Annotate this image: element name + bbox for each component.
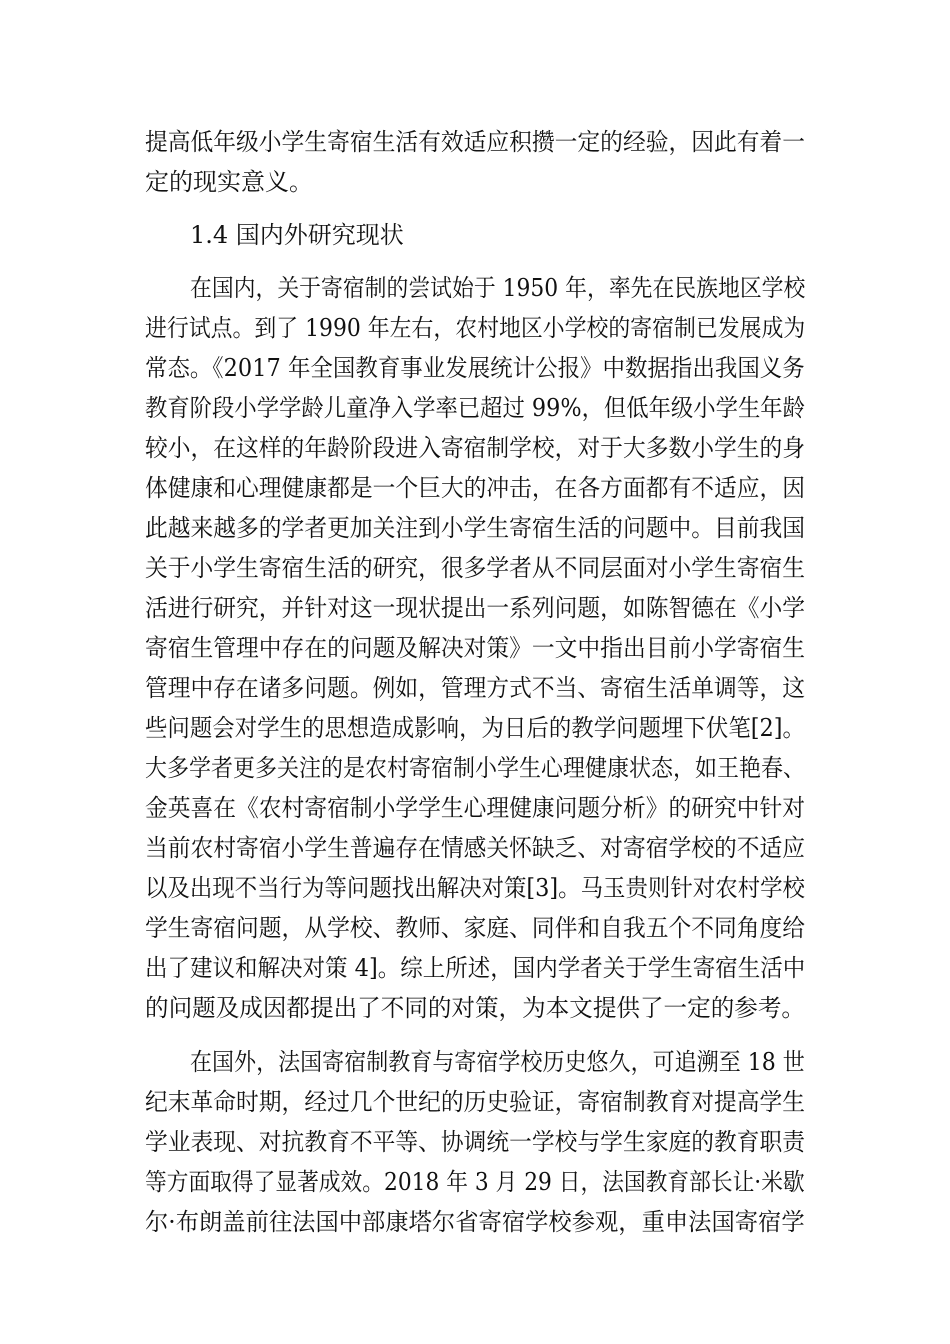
foreign-line-3: 学业表现、对抗教育不平等、协调统一学校与学生家庭的教育职责 (145, 1128, 806, 1156)
domestic-line-8: 关于小学生寄宿生活的研究，很多学者从不同层面对小学生寄宿生 (145, 554, 806, 582)
domestic-line-6: 体健康和心理健康都是一个巨大的冲击，在各方面都有不适应，因 (145, 474, 806, 502)
domestic-line-12: 些问题会对学生的思想造成影响，为日后的教学问题埋下伏笔[2]。 (145, 714, 805, 742)
foreign-line-5: 尔·布朗盖前往法国中部康塔尔省寄宿学校参观，重申法国寄宿学 (145, 1208, 805, 1236)
domestic-line-1: 在国内，关于寄宿制的尝试始于 1950 年，率先在民族地区学校 (190, 274, 806, 302)
domestic-line-7: 此越来越多的学者更加关注到小学生寄宿生活的问题中。目前我国 (145, 514, 806, 542)
domestic-line-10: 寄宿生管理中存在的问题及解决对策》一文中指出目前小学寄宿生 (145, 634, 806, 662)
domestic-line-16: 以及出现不当行为等问题找出解决对策[3]。马玉贵则针对农村学校 (145, 874, 805, 902)
domestic-line-5: 较小，在这样的年龄阶段进入寄宿制学校，对于大多数小学生的身 (145, 434, 806, 462)
domestic-line-13: 大多学者更多关注的是农村寄宿制小学生心理健康状态，如王艳春、 (145, 754, 806, 782)
domestic-line-17: 学生寄宿问题，从学校、教师、家庭、同伴和自我五个不同角度给 (145, 914, 806, 942)
foreign-line-2: 纪末革命时期，经过几个世纪的历史验证，寄宿制教育对提高学生 (145, 1088, 806, 1116)
domestic-line-15: 当前农村寄宿小学生普遍存在情感关怀缺乏、对寄宿学校的不适应 (145, 834, 806, 862)
domestic-line-18: 出了建议和解决对策 4]。综上所述，国内学者关于学生寄宿生活中 (145, 954, 806, 982)
domestic-line-2: 进行试点。到了 1990 年左右，农村地区小学校的寄宿制已发展成为 (145, 314, 806, 342)
domestic-line-3: 常态。《2017 年全国教育事业发展统计公报》中数据指出我国义务 (145, 354, 805, 382)
domestic-line-4: 教育阶段小学学龄儿童净入学率已超过 99%，但低年级小学生年龄 (145, 394, 805, 422)
domestic-line-19: 的问题及成因都提出了不同的对策，为本文提供了一定的参考。 (145, 994, 805, 1022)
foreign-line-1: 在国外，法国寄宿制教育与寄宿学校历史悠久，可追溯至 18 世 (190, 1048, 805, 1076)
domestic-line-9: 活进行研究，并针对这一现状提出一系列问题，如陈智德在《小学 (145, 594, 806, 622)
section-heading: 1.4 国内外研究现状 (190, 221, 404, 249)
domestic-line-14: 金英喜在《农村寄宿制小学学生心理健康问题分析》的研究中针对 (145, 794, 806, 822)
intro-line-2: 定的现实意义。 (145, 168, 313, 196)
intro-line-1: 提高低年级小学生寄宿生活有效适应积攒一定的经验，因此有着一 (145, 128, 806, 156)
foreign-line-4: 等方面取得了显著成效。2018 年 3 月 29 日，法国教育部长让·米歇 (145, 1168, 805, 1196)
domestic-line-11: 管理中存在诸多问题。例如，管理方式不当、寄宿生活单调等，这 (145, 674, 806, 702)
